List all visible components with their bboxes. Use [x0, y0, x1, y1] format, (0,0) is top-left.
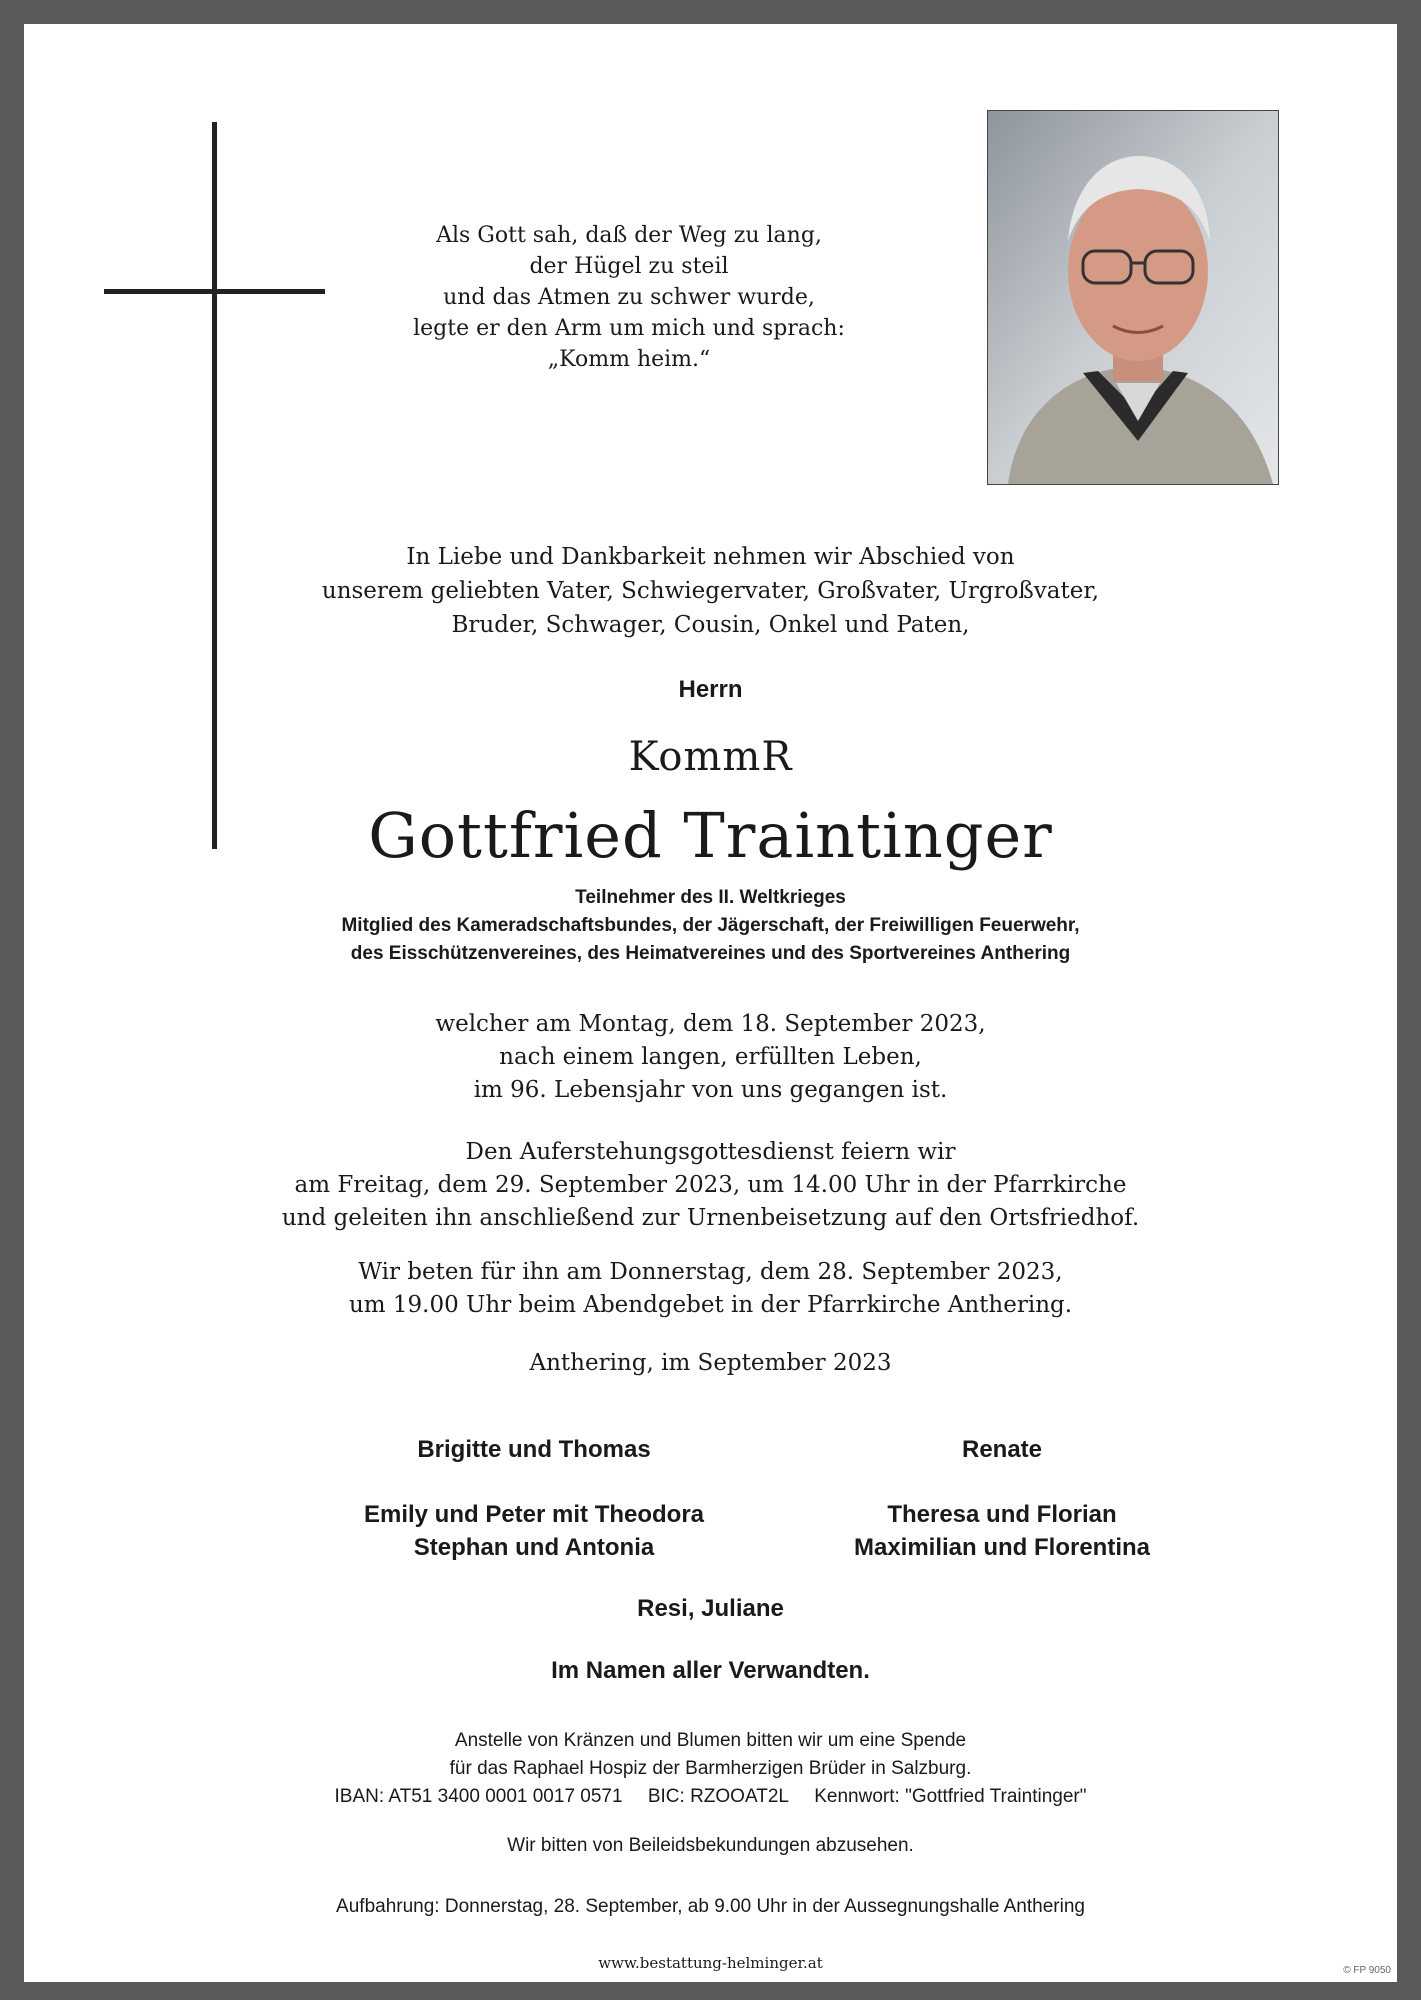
mourners-right-2 — [792, 1498, 1212, 1564]
death-line: welcher am Montag, dem 18. September 2023, — [435, 1011, 986, 1037]
affiliation-line: des Eisschützenvereines, des Heimatvereines und des Sportvereines Anthering — [350, 943, 1071, 964]
poem-line: der Hügel zu steil — [529, 254, 729, 279]
service-line: Den Auferstehungsgottesdienst feiern wir — [465, 1139, 956, 1165]
poem — [404, 220, 854, 375]
mourner-line: Emily und Peter mit Theodora — [363, 1501, 705, 1528]
iban: IBAN: AT51 3400 0001 0017 0571 — [334, 1786, 623, 1807]
honorific: KommR — [628, 734, 793, 780]
place-date: Anthering, im September 2023 — [529, 1350, 892, 1376]
viewing-info: Aufbahrung: Donnerstag, 28. September, ab 9.00 Uhr in der Aussegnungshalle Anthering — [336, 1896, 1085, 1917]
print-code: © FP 9050 — [1343, 1965, 1391, 1976]
intro-text — [24, 540, 1397, 642]
donation-line: für das Raphael Hospiz der Barmherzigen Brüder in Salzburg. — [449, 1758, 972, 1779]
portrait-photo — [987, 110, 1279, 485]
poem-line: „Komm heim.“ — [547, 347, 711, 372]
mourner-line: Stephan und Antonia — [413, 1534, 655, 1561]
mourners-left-1 — [324, 1433, 744, 1466]
mourner-line: Renate — [961, 1436, 1043, 1463]
death-notice — [24, 1008, 1397, 1107]
donation-request — [24, 1727, 1397, 1811]
salutation: Herrn — [678, 676, 743, 703]
intro-line: unserem geliebten Vater, Schwiegervater, Großvater, Urgroßvater, — [321, 578, 1100, 604]
mourner-line: Theresa und Florian — [887, 1501, 1117, 1528]
service-line: am Freitag, dem 29. September 2023, um 14.00 Uhr in der Pfarrkirche — [294, 1172, 1127, 1198]
mourners-right-1 — [792, 1433, 1212, 1466]
affiliation-line: Teilnehmer des II. Weltkrieges — [575, 887, 846, 908]
poem-line: Als Gott sah, daß der Weg zu lang, — [436, 223, 822, 248]
obituary-card — [24, 24, 1397, 1982]
deceased-name: Gottfried Traintinger — [368, 799, 1053, 872]
poem-line: und das Atmen zu schwer wurde, — [443, 285, 815, 310]
donation-line: Anstelle von Kränzen und Blumen bitten wir um eine Spende — [454, 1730, 967, 1751]
bank-details — [24, 1783, 1397, 1811]
affiliations — [24, 884, 1397, 968]
mourners-closing: Im Namen aller Verwandten. — [551, 1657, 870, 1684]
intro-line: In Liebe und Dankbarkeit nehmen wir Abschied von — [406, 544, 1015, 570]
mourner-line: Maximilian und Florentina — [853, 1534, 1151, 1561]
affiliation-line: Mitglied des Kameradschaftsbundes, der Jägerschaft, der Freiwilligen Feuerwehr, — [341, 915, 1080, 936]
service-line: und geleiten ihn anschließend zur Urnenbeisetzung auf den Ortsfriedhof. — [281, 1205, 1140, 1231]
prayer-line: um 19.00 Uhr beim Abendgebet in der Pfarrkirche Anthering. — [348, 1292, 1073, 1318]
death-line: nach einem langen, erfüllten Leben, — [499, 1044, 922, 1070]
keyword: Kennwort: "Gottfried Traintinger" — [814, 1786, 1087, 1807]
mourners-left-2 — [324, 1498, 744, 1564]
intro-line: Bruder, Schwager, Cousin, Onkel und Paten, — [451, 612, 970, 638]
mourner-line: Brigitte und Thomas — [417, 1436, 651, 1463]
death-line: im 96. Lebensjahr von uns gegangen ist. — [473, 1077, 948, 1103]
poem-line: legte er den Arm um mich und sprach: — [413, 316, 845, 341]
prayer-line: Wir beten für ihn am Donnerstag, dem 28. September 2023, — [358, 1259, 1063, 1285]
cross-icon-crossbar — [104, 289, 325, 294]
website-link[interactable]: www.bestattung-helminger.at — [598, 1954, 823, 1972]
mourners-center: Resi, Juliane — [637, 1595, 784, 1622]
service-info — [24, 1136, 1397, 1235]
bic: BIC: RZOOAT2L — [647, 1786, 789, 1807]
prayer-info — [24, 1256, 1397, 1322]
condolences-note: Wir bitten von Beileidsbekundungen abzusehen. — [507, 1835, 914, 1856]
